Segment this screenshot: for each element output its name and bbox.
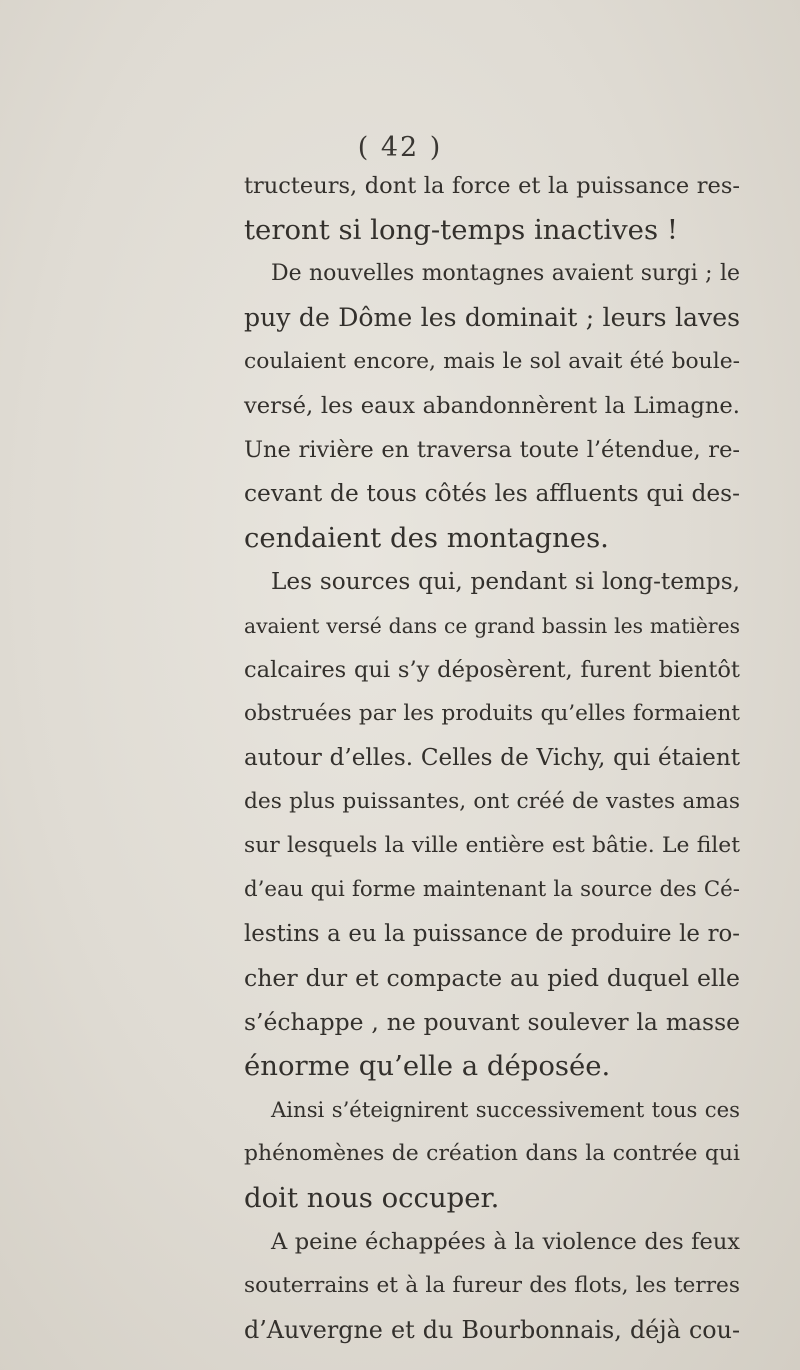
text-line: autour d’elles. Celles de Vichy, qui étaient [244, 745, 740, 771]
text-line: lestins a eu la puissance de produire le ro- [244, 921, 740, 947]
paragraph-first-line: Ainsi s’éteignirent successivement tous ces [271, 1097, 740, 1122]
text-line: souterrains et à la fureur des flots, les terres [244, 1273, 740, 1298]
text-line: Une rivière en traversa toute l’étendue, re- [244, 437, 740, 463]
text-line: calcaires qui s’y déposèrent, furent bientôt [244, 657, 740, 683]
text-line: coulaient encore, mais le sol avait été boule- [244, 349, 740, 374]
text-line: doit nous occuper. [244, 1182, 500, 1214]
paragraph-first-line: De nouvelles montagnes avaient surgi ; le [271, 261, 740, 286]
text-line: obstruées par les produits qu’elles formaient [244, 701, 740, 726]
page-number: ( 42 ) [357, 132, 443, 163]
paragraph-first-line: Les sources qui, pendant si long-temps, [271, 568, 740, 595]
text-line: tructeurs, dont la force et la puissance res- [244, 173, 740, 199]
text-line: versé, les eaux abandonnèrent la Limagne. [244, 393, 740, 419]
text-line: cher dur et compacte au pied duquel elle [244, 964, 740, 992]
text-line: puy de Dôme les dominait ; leurs laves [244, 303, 740, 332]
text-line: cendaient des montagnes. [244, 522, 609, 554]
paragraph-first-line: A peine échappées à la violence des feux [271, 1229, 740, 1255]
text-line: teront si long-temps inactives ! [244, 214, 678, 246]
text-line: cevant de tous côtés les affluents qui des- [244, 480, 740, 507]
text-line: des plus puissantes, ont créé de vastes amas [244, 789, 740, 814]
text-line: énorme qu’elle a déposée. [244, 1050, 611, 1082]
text-line: phénomènes de création dans la contrée qui [244, 1141, 740, 1166]
text-line: sur lesquels la ville entière est bâtie. Le filet [244, 833, 740, 858]
text-line: d’Auvergne et du Bourbonnais, déjà cou- [244, 1316, 740, 1344]
text-line: avaient versé dans ce grand bassin les matières [244, 614, 740, 638]
text-line: d’eau qui forme maintenant la source des Cé- [244, 877, 740, 902]
text-line: s’échappe , ne pouvant soulever la masse [244, 1008, 740, 1036]
